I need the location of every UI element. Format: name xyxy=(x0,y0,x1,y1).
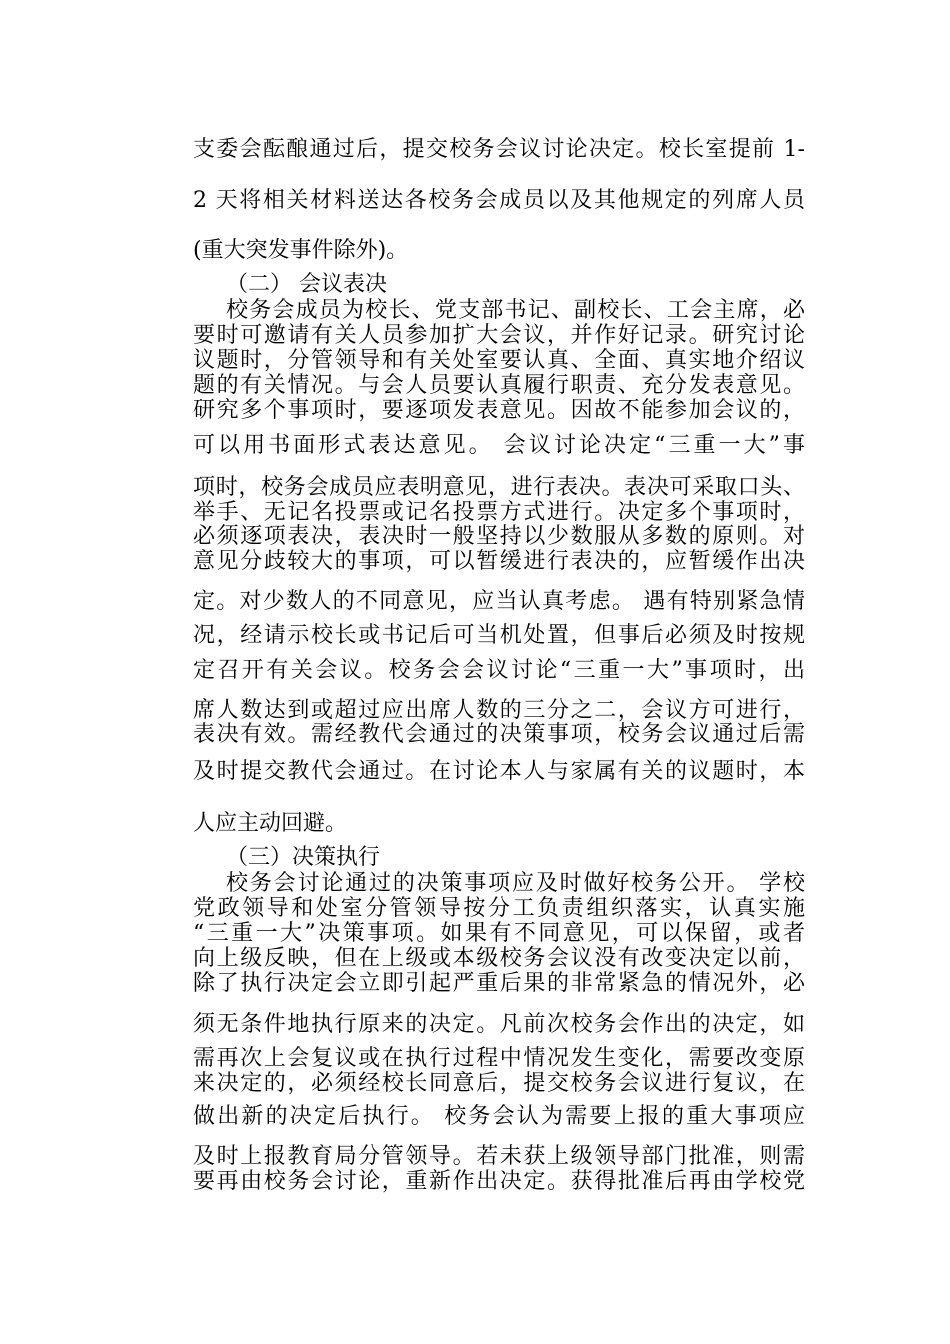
body-text-line: 研究多个事项时，要逐项发表意见。因故不能参加会议的， xyxy=(193,398,805,423)
body-text-line: 人应主动回避。 xyxy=(193,811,348,836)
body-text-line: 定。对少数人的不同意见，应当认真考虑。 遇有特别紧急情 xyxy=(193,589,805,614)
section-heading: （三）决策执行 xyxy=(226,845,381,870)
body-text-line: 向上级反映，但在上级或本级校务会议没有改变决定以前， xyxy=(193,946,805,971)
body-text-line: 可以用书面形式表达意见。 会议讨论决定“三重一大”事 xyxy=(193,433,805,458)
body-text-line: 除了执行决定会立即引起严重后果的非常紧急的情况外，必 xyxy=(193,971,805,996)
body-text-line: 2 天将相关材料送达各校务会成员以及其他规定的列席人员 xyxy=(193,188,805,213)
body-text-line: 及时上报教育局分管领导。若未获上级领导部门批准，则需 xyxy=(193,1144,805,1169)
body-text-line: 表决有效。需经教代会通过的决策事项，校务会议通过后需 xyxy=(193,722,805,747)
body-text-line: 校务会讨论通过的决策事项应及时做好校务公开。 学校 xyxy=(226,871,805,896)
body-text-line: 支委会酝酿通过后，提交校务会议讨论决定。校长室提前 1- xyxy=(193,137,805,162)
body-text-line: 党政领导和处室分管领导按分工负责组织落实，认真实施 xyxy=(193,896,805,921)
section-heading: （二） 会议表决 xyxy=(226,272,387,297)
body-text-line: 做出新的决定后执行。 校务会认为需要上报的重大事项应 xyxy=(193,1104,805,1129)
body-text-line: 要时可邀请有关人员参加扩大会议，并作好记录。研究讨论 xyxy=(193,323,805,348)
body-text-line: 来决定的，必须经校长同意后，提交校务会议进行复议，在 xyxy=(193,1071,805,1096)
body-text-line: 席人数达到或超过应出席人数的三分之二，会议方可进行， xyxy=(193,698,805,723)
body-text-line: 况，经请示校长或书记后可当机处置，但事后必须及时按规 xyxy=(193,623,805,648)
body-text-line: 意见分歧较大的事项，可以暂缓进行表决的，应暂缓作出决 xyxy=(193,549,805,574)
body-text-line: 议题时，分管领导和有关处室要认真、全面、真实地介绍议 xyxy=(193,348,805,373)
body-text-line: (重大突发事件除外)。 xyxy=(193,238,409,263)
body-text-line: “三重一大”决策事项。如果有不同意见，可以保留，或者 xyxy=(193,921,805,946)
body-text-line: 必须逐项表决，表决时一般坚持以少数服从多数的原则。对 xyxy=(193,524,805,549)
body-text-line: 需再次上会复议或在执行过程中情况发生变化，需要改变原 xyxy=(193,1046,805,1071)
body-text-line: 举手、无记名投票或记名投票方式进行。决定多个事项时， xyxy=(193,500,805,525)
body-text-line: 题的有关情况。与会人员要认真履行职责、充分发表意见。 xyxy=(193,373,805,398)
body-text-line: 要再由校务会讨论，重新作出决定。获得批准后再由学校党 xyxy=(193,1169,805,1194)
body-text-line: 项时，校务会成员应表明意见，进行表决。表决可采取口头、 xyxy=(193,475,805,500)
body-text-line: 定召开有关会议。校务会会议讨论“三重一大”事项时，出 xyxy=(193,658,805,683)
body-text-line: 须无条件地执行原来的决定。凡前次校务会作出的决定，如 xyxy=(193,1012,805,1037)
body-text-line: 校务会成员为校长、党支部书记、副校长、工会主席，必 xyxy=(226,298,805,323)
body-text-line: 及时提交教代会通过。在讨论本人与家属有关的议题时，本 xyxy=(193,759,805,784)
